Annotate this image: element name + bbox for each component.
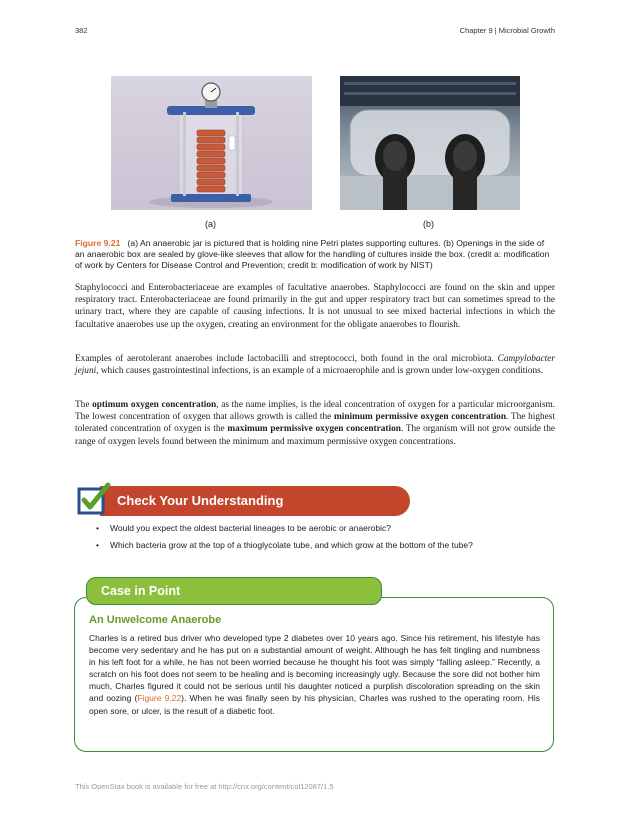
page-number: 382: [75, 26, 88, 35]
figure-link[interactable]: Figure 9.22: [137, 693, 182, 704]
case-body: [89, 632, 540, 717]
figure-caption: [75, 238, 555, 271]
anaerobic-box-illustration: [340, 76, 520, 210]
list-item: • Which bacteria grow at the top of a thioglycolate tube, and which grow at the bottom of the tube?: [96, 540, 556, 551]
p3-text-c: . The highest tolerated concentration of oxygen is the: [75, 412, 555, 435]
term-maximum-permissive: maximum permissive oxygen concentration: [227, 424, 401, 435]
figure-caption-text: (a) An anaerobic jar is pictured that is holding nine Petri plates supporting cultures. (b) Openings in the side of an anaerobic box are sealed by glove-like sleeves that allow for the handling of cultures inside the box. (credit a: modification of work by Centers for Disease Control and Prevention; credit b: modification of work by NIST): [75, 238, 550, 270]
anaerobic-box-photo: [340, 76, 520, 210]
paragraph-aerotolerant: [75, 353, 555, 377]
figure-label-a: (a): [205, 219, 216, 229]
anaerobic-jar-photo: [111, 76, 312, 210]
footer-note: This OpenStax book is available for free at http://cnx.org/content/col12087/1.5: [75, 782, 334, 791]
check-questions-list: [96, 523, 556, 557]
paragraph-aerotolerant-text: Examples of aerotolerant anaerobes include lactobacilli and streptococci, both found in the oral microbiota.: [75, 354, 494, 364]
case-in-point-title: Case in Point: [101, 584, 181, 598]
term-minimum-permissive: minimum permissive oxygen concentration: [334, 412, 507, 423]
paragraph-facultative: Staphylococci and Enterobacteriaceae are examples of facultative anaerobes. Staphylococci are found on the skin and upper respiratory tract. Enterobacteriaceae are found primarily in the gut and upper respiratory tract but can sometimes spread to the urinary tract, where they are capable of causing infections. It is not unusual to see mixed bacterial infections in which the facultative anaerobes use up the oxygen, creating an environment for the obligate anaerobes to flourish.: [75, 283, 555, 330]
list-item: • Would you expect the oldest bacterial lineages to be aerobic or anaerobic?: [96, 523, 556, 534]
p3-text-d: . The organism will not grow outside the range of oxygen levels found between the minimum and maximum permissive oxygen concentrations.: [75, 424, 555, 447]
p3-text-a: The: [75, 400, 93, 410]
case-body-text: Charles is a retired bus driver who developed type 2 diabetes over 10 years ago. Since his retirement, his lifestyle has become very sedentary and he has put on a substantial amount of weight. Although he has felt tingling and numbness in his left foot for a while, he has not been worried because he thought his foot was simply “falling asleep.” Recently, a scratch on his foot does not seem to be healing and is becoming increasingly ugly. Because the sore did not bother him much, Charles figured it could not be serious until his daughter noticed a purplish discoloration spreading on the skin and oozing (: [89, 633, 540, 704]
anaerobic-jar-illustration: [111, 76, 312, 210]
figure-label-b: (b): [423, 219, 434, 229]
species-name: Campylobacter jejuni: [75, 354, 555, 377]
chapter-title: Chapter 9 | Microbial Growth: [459, 26, 555, 35]
checkbox-check-icon: [76, 481, 112, 517]
paragraph-aerotolerant-text-2: , which causes gastrointestinal infections, is an example of a microaerophile and is grown under low-oxygen conditions.: [96, 366, 544, 377]
case-body-text-2: ). When he was finally seen by his physician, Charles was rushed to the operating room. His open sore, or ulcer, is the result of a diabetic foot.: [89, 693, 541, 716]
p3-text-b: , as the name implies, is the ideal concentration of oxygen for a particular microorganism. The lowest concentration of oxygen that allows growth is called the: [75, 400, 556, 423]
case-subtitle: An Unwelcome Anaerobe: [89, 614, 222, 626]
term-optimum-oxygen: optimum oxygen concentration: [92, 400, 217, 410]
paragraph-oxygen-concentration: [75, 399, 555, 448]
check-understanding-title: Check Your Understanding: [117, 493, 284, 508]
figure-number: Figure 9.21: [75, 238, 121, 248]
